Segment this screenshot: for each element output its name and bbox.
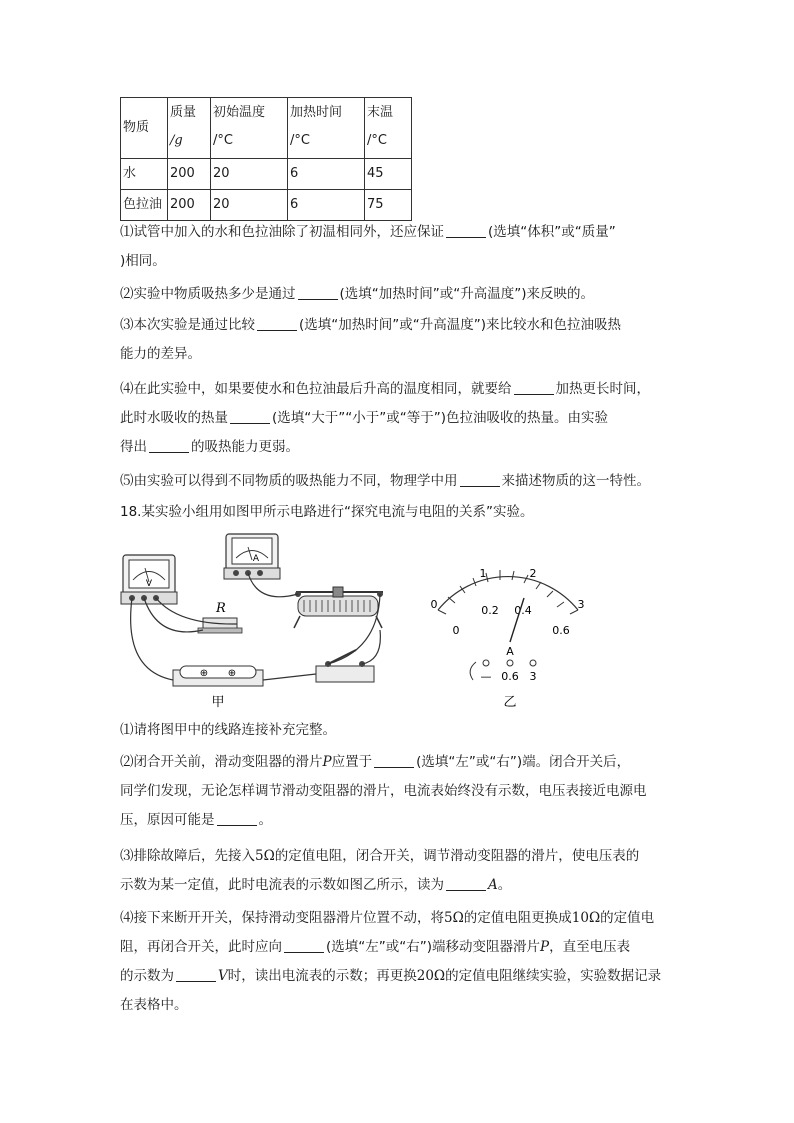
table-cell: 水 — [121, 159, 168, 190]
text: (选填“加热时间”或“升高温度”)来比较水和色拉油吸热 — [299, 317, 622, 333]
table-cell: 200 — [168, 159, 211, 190]
variable-p: P — [322, 754, 332, 770]
header-text: 初始温度 — [213, 105, 266, 120]
text: (选填“大于”“小于”或“等于”)色拉油吸收的热量。由实验 — [272, 410, 608, 426]
table-header-cell — [121, 98, 168, 159]
header-unit: /°C — [290, 133, 310, 148]
variable-p: P — [540, 939, 550, 955]
q18-part4 — [120, 904, 680, 1020]
resistance-value: 5Ω — [444, 910, 464, 926]
resistance-value: 10Ω — [571, 910, 601, 926]
unit-v: V — [218, 968, 228, 984]
fixed-resistor — [198, 601, 242, 633]
text: 18.某实验小组用如图甲所示电路进行“探究电流与电阻的关系”实验。 — [120, 504, 534, 520]
table-cell: 45 — [365, 159, 412, 190]
answer-blank[interactable] — [230, 409, 270, 424]
text: ⑴试管中加入的水和色拉油除了初温相同外，还应保证 — [120, 224, 444, 240]
text: 加热更长时间， — [555, 381, 650, 397]
answer-blank[interactable] — [514, 380, 554, 395]
battery-symbol: ⊕ — [227, 668, 237, 679]
table-header-cell — [211, 98, 288, 159]
text: 的定值电阻，闭合开关，调节滑动变阻器的滑片，使电压表的 — [274, 848, 640, 864]
dial-bottom-tick: 0.2 — [481, 604, 499, 617]
ammeter-label: A — [252, 554, 260, 564]
table-cell: 20 — [211, 159, 288, 190]
text: ⑵闭合开关前，滑动变阻器的滑片 — [120, 754, 323, 770]
text: )相同。 — [120, 253, 166, 269]
header-text: 质量 — [170, 105, 197, 120]
battery — [173, 666, 263, 686]
table-header-cell — [168, 98, 211, 159]
data-table — [120, 97, 412, 221]
terminal-label: — — [480, 670, 492, 683]
header-text: 物质 — [123, 120, 150, 135]
answer-blank[interactable] — [217, 811, 257, 826]
table-cell: 色拉油 — [121, 190, 168, 221]
text: 示数为某一定值，此时电流表的示数如图乙所示，读为 — [120, 877, 444, 893]
text: (选填“左”或“右”)端移动变阻器滑片 — [326, 939, 541, 955]
answer-blank[interactable] — [149, 438, 189, 453]
text: (选填“体积”或“质量” — [488, 224, 616, 240]
dial-bottom-tick: 0.6 — [552, 624, 570, 637]
text: 应置于 — [331, 754, 373, 770]
q17-part4 — [120, 375, 680, 462]
answer-blank[interactable] — [374, 753, 414, 768]
q18-part2 — [120, 748, 680, 835]
table-header-cell — [365, 98, 412, 159]
text: 。 — [497, 877, 512, 893]
q17-part2 — [120, 280, 680, 309]
text: 得出 — [120, 439, 147, 455]
dial-bottom-tick: 0.4 — [514, 604, 532, 617]
answer-blank[interactable] — [446, 876, 486, 891]
answer-blank[interactable] — [460, 472, 500, 487]
header-unit: /°C — [367, 133, 387, 148]
resistor-label: R — [216, 601, 226, 616]
caption-yi: 乙 — [503, 695, 517, 710]
text: 能力的差异。 — [120, 346, 201, 362]
header-unit: /g — [170, 133, 183, 148]
text: 来描述物质的这一特性。 — [501, 473, 650, 489]
voltmeter — [121, 555, 177, 604]
ammeter — [224, 534, 280, 579]
dial-unit: A — [506, 645, 514, 658]
text: 在表格中。 — [120, 997, 188, 1013]
ammeter-dial — [431, 567, 585, 710]
text: 的定值电 — [600, 910, 655, 926]
text: 压，原因可能是 — [120, 812, 215, 828]
dial-top-tick: 3 — [577, 598, 585, 611]
text: 此时水吸收的热量 — [120, 410, 228, 426]
q18-part1 — [120, 716, 680, 745]
text: ⑶排除故障后，先接入 — [120, 848, 255, 864]
table-header-row — [121, 98, 412, 159]
text: (选填“加热时间”或“升高温度”)来反映的。 — [339, 286, 595, 302]
header-text: 加热时间 — [290, 105, 343, 120]
text: 的定值电阻继续实验，实验数据记录 — [445, 968, 662, 984]
caption-jia: 甲 — [211, 695, 225, 710]
dial-top-tick: 2 — [529, 567, 537, 580]
answer-blank[interactable] — [284, 938, 324, 953]
table-cell: 6 — [288, 190, 365, 221]
q17-part1 — [120, 218, 680, 276]
terminal-label: 3 — [529, 670, 537, 683]
text: ⑸由实验可以得到不同物质的吸热能力不同，物理学中用 — [120, 473, 458, 489]
text: 的定值电阻更换成 — [463, 910, 572, 926]
voltmeter-label: V — [145, 579, 153, 589]
text: ⑷在此实验中，如果要使水和色拉油最后升高的温度相同，就要给 — [120, 381, 512, 397]
text: ⑷接下来断开开关，保持滑动变阻器滑片位置不动，将 — [120, 910, 444, 926]
table-cell: 75 — [365, 190, 412, 221]
text: 阻，再闭合开关，此时应向 — [120, 939, 282, 955]
text: ⑵实验中物质吸热多少是通过 — [120, 286, 296, 302]
table-cell: 6 — [288, 159, 365, 190]
rheostat — [294, 587, 383, 628]
text: 同学们发现，无论怎样调节滑动变阻器的滑片，电流表始终没有示数，电压表接近电源电 — [120, 783, 647, 799]
text: ，直至电压表 — [549, 939, 631, 955]
terminal-label: 0.6 — [501, 670, 519, 683]
text: (选填“左”或“右”)端。闭合开关后， — [416, 754, 631, 770]
q17-part5 — [120, 467, 680, 496]
text: 。 — [258, 812, 272, 828]
resistance-value: 20Ω — [416, 968, 446, 984]
text: 的示数为 — [120, 968, 174, 984]
table-cell: 20 — [211, 190, 288, 221]
header-unit: /°C — [213, 133, 233, 148]
resistance-value: 5Ω — [255, 848, 275, 864]
answer-blank[interactable] — [176, 967, 216, 982]
table-header-cell — [288, 98, 365, 159]
switch — [316, 650, 374, 682]
header-text: 末温 — [367, 105, 394, 120]
table-row — [121, 159, 412, 190]
unit-a: A — [488, 877, 498, 893]
answer-blank[interactable] — [446, 223, 486, 238]
table-cell: 200 — [168, 190, 211, 221]
q18-intro — [120, 498, 680, 527]
text: ⑶本次实验是通过比较 — [120, 317, 255, 333]
q17-part3 — [120, 311, 680, 369]
circuit-figure — [118, 530, 618, 715]
text: 的吸热能力更弱。 — [191, 439, 299, 455]
dial-bottom-tick: 0 — [452, 624, 460, 637]
battery-symbol: ⊕ — [199, 668, 209, 679]
answer-blank[interactable] — [298, 285, 338, 300]
q18-part3 — [120, 842, 680, 900]
dial-top-tick: 1 — [479, 567, 487, 580]
text: ⑴请将图甲中的线路连接补充完整。 — [120, 722, 336, 738]
table-row — [121, 190, 412, 221]
dial-top-tick: 0 — [430, 598, 438, 611]
answer-blank[interactable] — [257, 316, 297, 331]
text: 时，读出电流表的示数；再更换 — [227, 968, 417, 984]
